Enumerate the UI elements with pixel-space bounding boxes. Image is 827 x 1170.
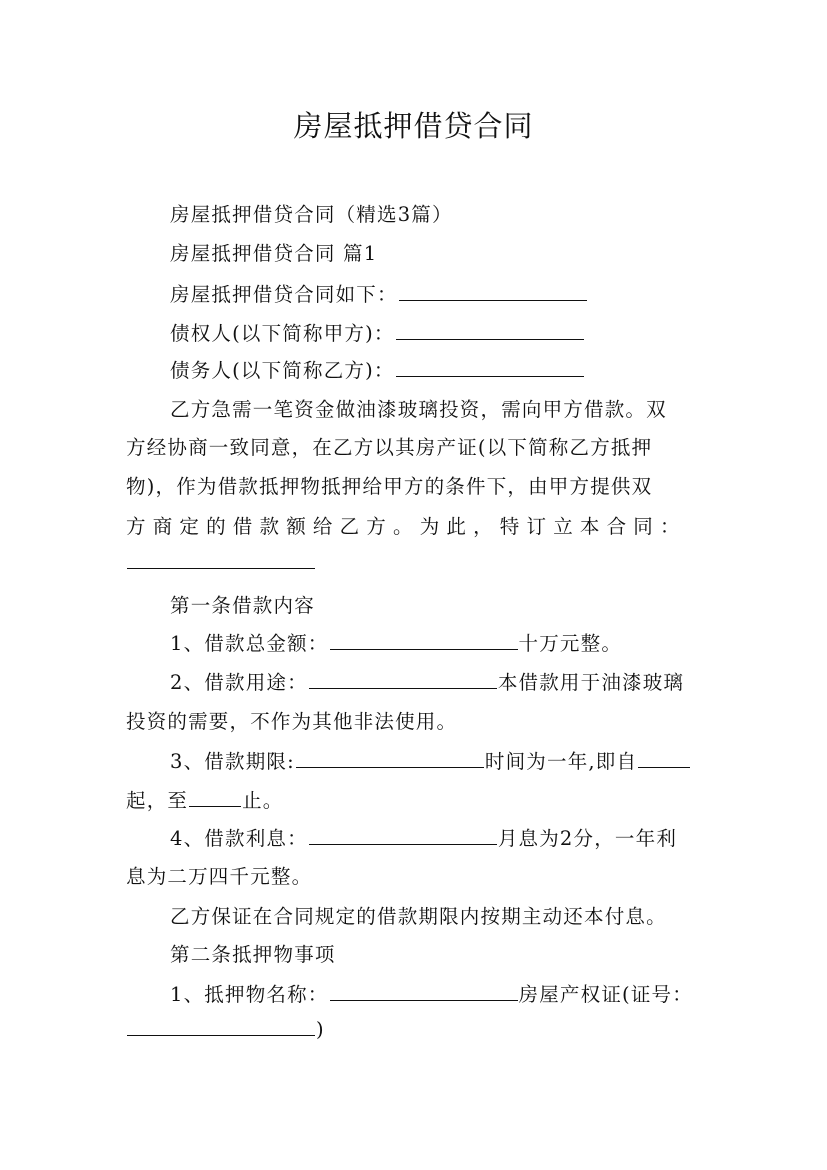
collateral-cert-line: ) <box>126 1017 726 1041</box>
blank-field <box>330 982 518 1001</box>
loan-interest-line: 4、借款利息： 月息为2分，一年利 <box>170 827 678 850</box>
blank-field <box>189 788 241 807</box>
document-title: 房屋抵押借贷合同 <box>293 109 534 143</box>
paragraph-line: 息为二万四千元整。 <box>126 865 313 888</box>
blank-field <box>396 321 584 340</box>
blank-field <box>309 826 497 845</box>
article-heading: 第一条借款内容 <box>170 594 315 617</box>
loan-amount-line: 1、借款总金额： 十万元整。 <box>170 632 623 655</box>
paragraph-line: 乙方保证在合同规定的借款期限内按期主动还本付息。 <box>170 905 667 928</box>
blank-field <box>296 749 484 768</box>
paragraph-line: 乙方急需一笔资金做油漆玻璃投资，需向甲方借款。双 <box>170 398 667 421</box>
loan-purpose-line: 2、借款用途： 本借款用于油漆玻璃 <box>170 671 685 694</box>
paragraph-line: 方商定的借款额给乙方。为此，特订立本合同： <box>126 515 687 538</box>
subtitle: 房屋抵押借贷合同（精选3篇） <box>170 203 453 226</box>
section-heading: 房屋抵押借贷合同 篇1 <box>170 242 378 265</box>
blank-field <box>309 670 497 689</box>
blank-field <box>638 749 690 768</box>
paragraph-line: 方经协商一致同意，在乙方以其房产证(以下简称乙方抵押 <box>126 436 653 459</box>
debtor-line: 债务人(以下简称乙方)： <box>170 355 770 383</box>
blank-field <box>127 1017 315 1036</box>
loan-term-line-2: 起，至 止。 <box>126 789 284 812</box>
collateral-name-line: 1、抵押物名称： 房屋产权证(证号： <box>170 983 693 1006</box>
paragraph-line: 物)，作为借款抵押物抵押给甲方的条件下，由甲方提供双 <box>126 475 653 498</box>
loan-term-line: 3、借款期限: 时间为一年,即自 <box>170 746 770 774</box>
blank-field <box>399 282 587 301</box>
blank-field <box>330 631 518 650</box>
blank-field <box>396 358 584 377</box>
blank-field <box>127 550 315 569</box>
paragraph-blank-line <box>126 550 726 574</box>
creditor-line: 债权人(以下简称甲方)： <box>170 318 770 346</box>
paragraph-line: 投资的需要，不作为其他非法使用。 <box>126 710 458 733</box>
contract-line: 房屋抵押借贷合同如下： <box>170 279 770 307</box>
article-heading: 第二条抵押物事项 <box>170 943 336 966</box>
